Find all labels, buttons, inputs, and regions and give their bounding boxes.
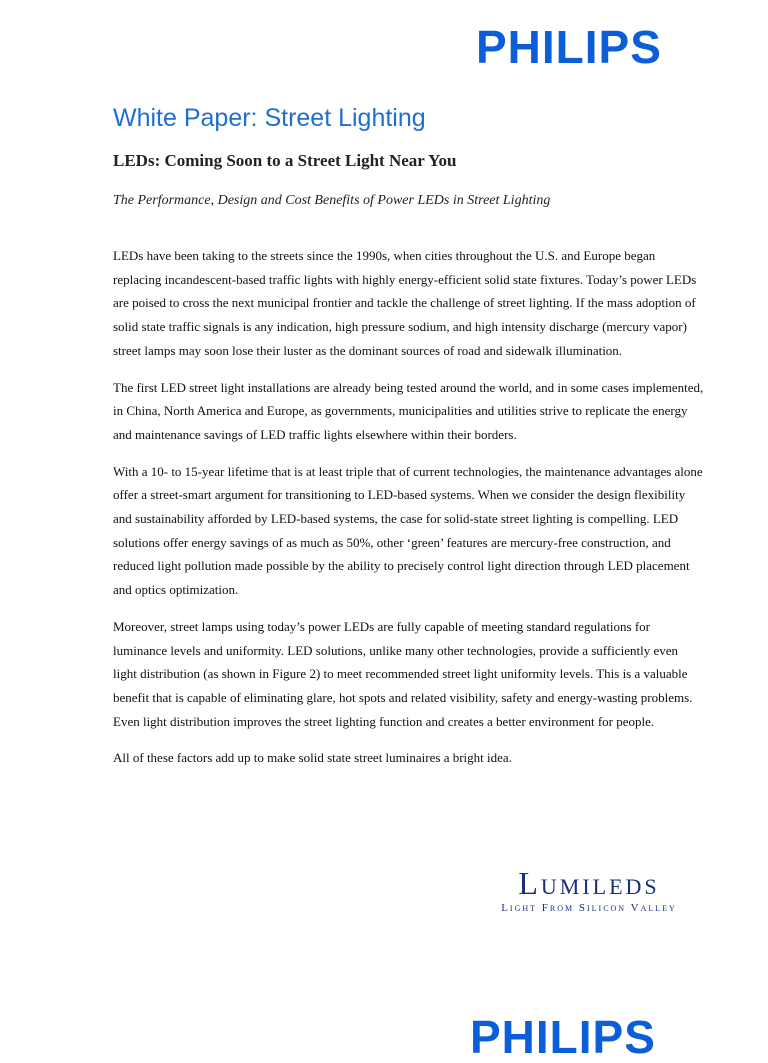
paragraph: All of these factors add up to make solid state street luminaires a bright idea. (113, 750, 512, 766)
paragraph: LEDs have been taking to the streets since the 1990s, when cities throughout the U.S. and Europe began replacing incandescent-based traffic lights with highly energy-efficient solid state fixtures. Today’s power LEDs are poised to cross the next municipal frontier and tackle the challenge of street lighting. If the mass adoption of solid state traffic signals is any indication, high pressure sodium, and high intensity discharge (mercury vapor) street lamps may soon lose their luster as the dominant sources of road and sidewalk illumination. (113, 248, 697, 358)
lumileds-wordmark: Lumileds (518, 865, 660, 901)
lumileds-tagline: Light From Silicon Valley (501, 902, 677, 914)
philips-logo-footer: PHILIPS (470, 1011, 656, 1063)
lumileds-logo (476, 866, 702, 916)
paragraph: Moreover, street lamps using today’s power LEDs are fully capable of meeting standard regulations for luminance levels and uniformity. LED solutions, unlike many other technologies, provide a sufficiently even light distribution (as shown in Figure 2) to meet recommended street light uniformity levels. This is a valuable benefit that is capable of eliminating glare, hot spots and related visibility, safety and energy-wasting problems. Even light distribution improves the street lighting function and creates a better environment for people. (113, 618, 693, 729)
document-body (113, 244, 705, 783)
paragraph: The first LED street light installations are already being tested around the world, and in some cases implemented, in China, North America and Europe, as governments, municipalities and utilities strive to replicate the energy and maintenance savings of LED traffic lights elsewhere within their borders. (113, 379, 704, 442)
document-tagline: The Performance, Design and Cost Benefits of Power LEDs in Street Lighting (113, 193, 551, 208)
document-title: White Paper: Street Lighting (113, 104, 426, 132)
paragraph: With a 10- to 15-year lifetime that is at least triple that of current technologies, the maintenance advantages alone offer a street-smart argument for transitioning to LED-based systems. When we consider the design flexibility and sustainability afforded by LED-based systems, the case for solid-state street lighting is compelling. LED solutions offer energy savings of as much as 50%, other ‘green’ features are mercury-free construction, and reduced light pollution made possible by the ability to precisely control light direction through LED placement and optics optimization. (113, 463, 703, 598)
document-subtitle: LEDs: Coming Soon to a Street Light Near You (113, 151, 457, 170)
philips-logo: PHILIPS (476, 21, 662, 73)
